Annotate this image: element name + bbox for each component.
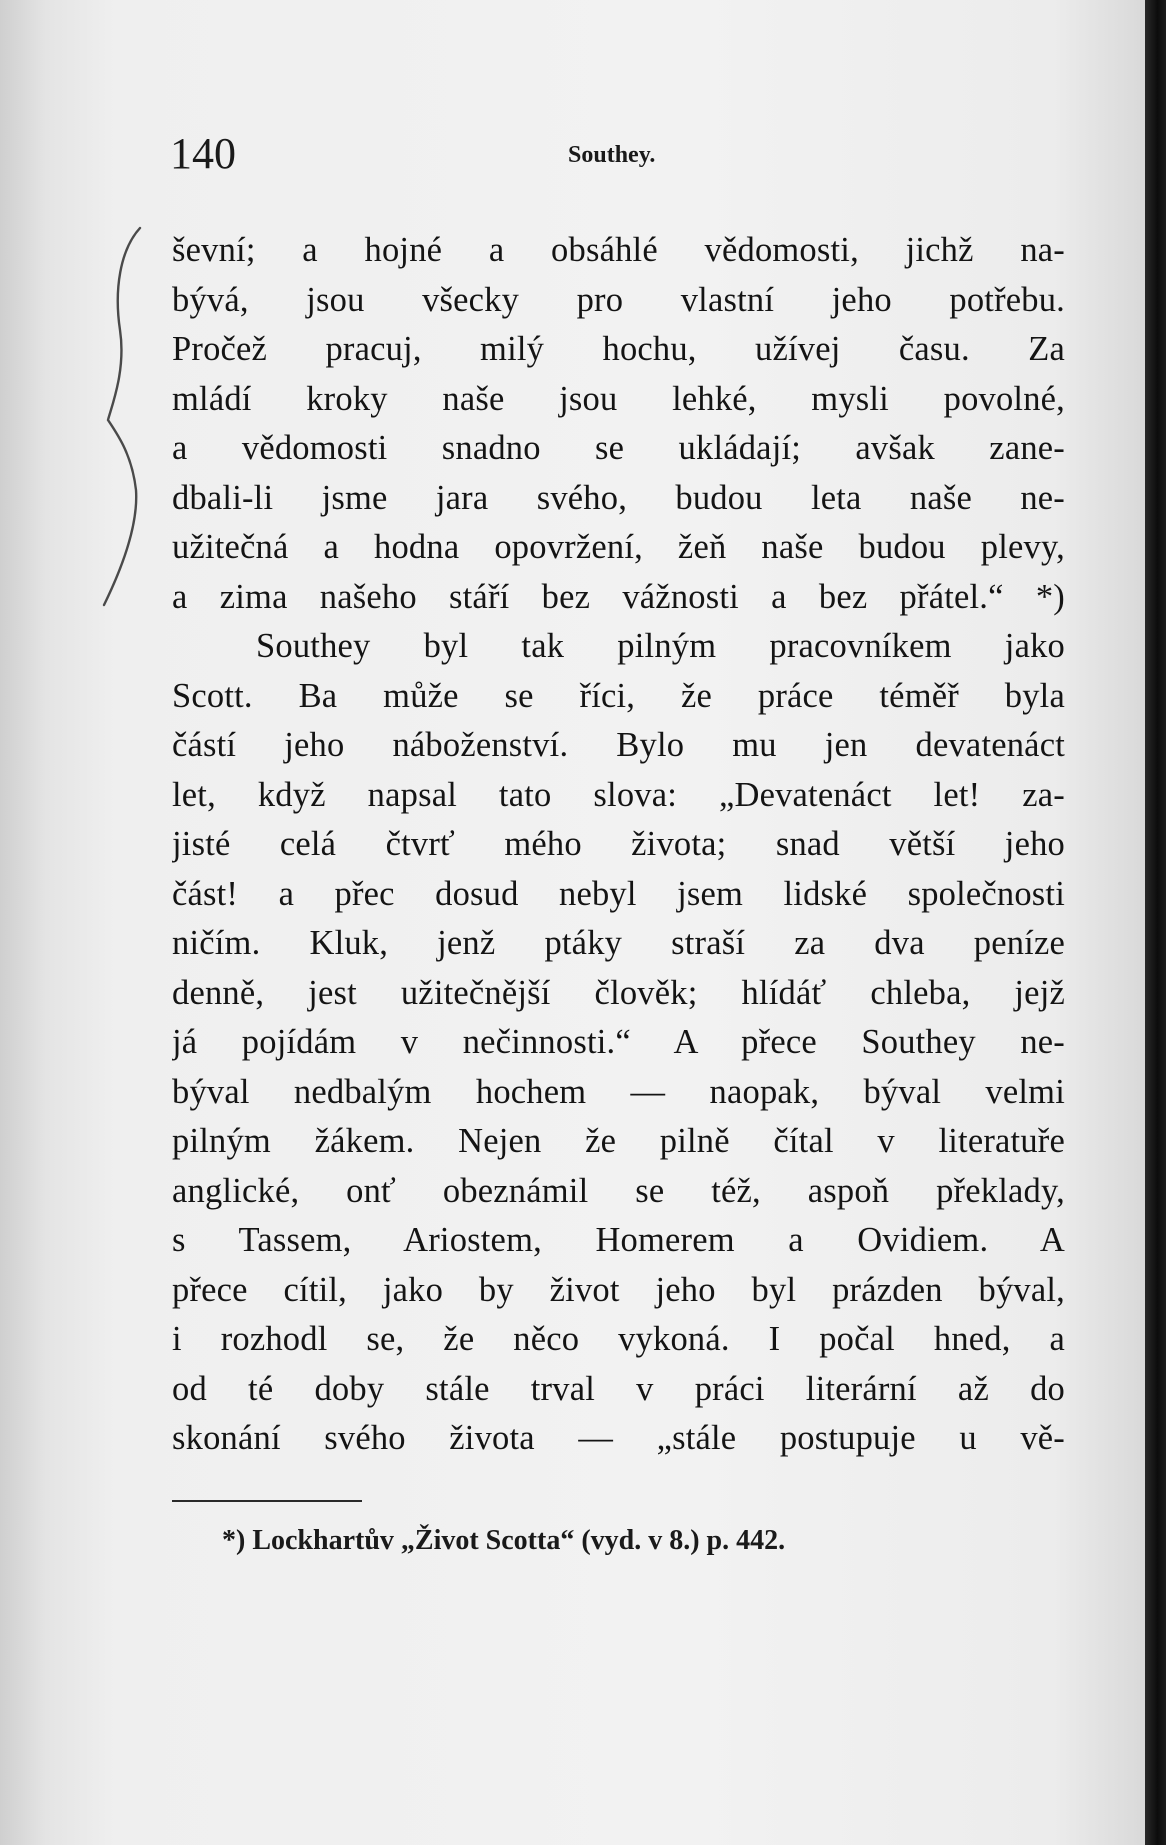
text-line: jisté celá čtvrť mého života; snad větší jeho [172,825,1065,863]
text-line: s Tassem, Ariostem, Homerem a Ovidiem. A [172,1221,1065,1259]
text-line: Pročež pracuj, milý hochu, užívej času. Za [172,330,1065,368]
running-head: Southey. [568,142,656,168]
text-line: mládí kroky naše jsou lehké, mysli povolné, [172,379,1065,418]
text-line: užitečná a hodna opovržení, žeň naše budou plevy, [172,528,1065,566]
text-line: Southey byl tak pilným pracovníkem jako [256,627,1065,665]
page-number: 140 [170,129,236,178]
text-line: ničím. Kluk, jenž ptáky straší za dva peníze [172,924,1065,962]
text-line: a zima našeho stáří bez vážnosti a bez přátel.“ *) [172,577,1065,616]
text-line: přece cítil, jako by život jeho byl prázden býval, [172,1270,1065,1309]
text-line: anglické, onť obeznámil se též, aspoň překlady, [172,1171,1065,1210]
text-line: já pojídám v nečinnosti.“ A přece Southey ne- [172,1023,1065,1061]
text-line: bývá, jsou všecky pro vlastní jeho potřebu. [172,280,1065,319]
pencil-bracket-mark [92,220,152,620]
footnote: *) Lockhartův „Život Scotta“ (vyd. v 8.) p. 442. [222,1525,786,1556]
text-line: pilným žákem. Nejen že pilně čítal v literatuře [172,1122,1065,1160]
text-line: býval nedbalým hochem — naopak, býval velmi [172,1072,1065,1111]
text-line: denně, jest užitečnější člověk; hlídáť chleba, jejž [172,973,1065,1012]
body-text [172,226,1065,1464]
text-line: skonání svého života — „stále postupuje u vě- [172,1419,1065,1457]
text-line: částí jeho náboženství. Bylo mu jen devatenáct [172,726,1065,764]
text-line: Scott. Ba může se říci, že práce téměř byla [172,676,1065,715]
page-edge-shadow [1145,0,1166,1845]
text-line: dbali-li jsme jara svého, budou leta naše ne- [172,478,1065,517]
text-line: a vědomosti snadno se ukládají; avšak zane- [172,429,1065,467]
text-line: část! a přec dosud nebyl jsem lidské společnosti [172,874,1065,913]
text-line: ševní; a hojné a obsáhlé vědomosti, jichž na- [172,231,1065,269]
text-line: od té doby stále trval v práci literární až do [172,1369,1065,1408]
text-line: i rozhodl se, že něco vykoná. I počal hned, a [172,1320,1065,1358]
footnote-divider [172,1500,362,1502]
page-header [170,128,1070,188]
text-line: let, když napsal tato slova: „Devatenáct let! za- [172,775,1065,814]
